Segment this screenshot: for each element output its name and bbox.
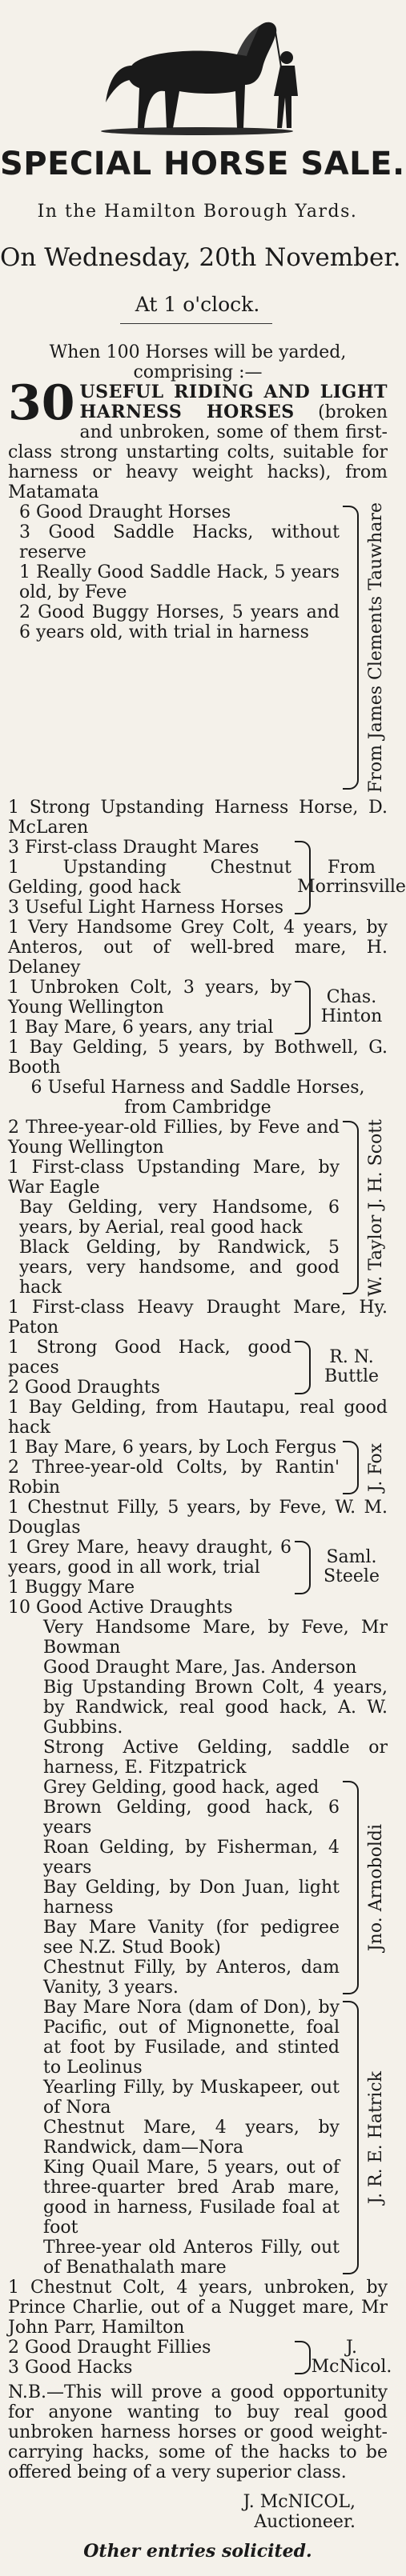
date-line: On Wednesday, 20th November. xyxy=(0,243,401,272)
footer-line: Other entries solicited. xyxy=(83,2540,312,2562)
vendor-name: Morrinsville xyxy=(297,876,406,897)
time-line: At 1 o'clock. xyxy=(135,293,260,316)
group-brace xyxy=(295,981,311,1034)
group-brace xyxy=(343,506,359,790)
list-item: 3 Useful Light Harness Horses xyxy=(8,897,284,918)
vendor-group xyxy=(8,1998,388,2278)
vendor-group xyxy=(8,502,388,793)
divider xyxy=(120,323,272,324)
list-item: 1 Bay Mare, 6 years, by Loch Fergus xyxy=(8,1437,337,1458)
list-item: 2 Three-year-old Colts, by Rantin' Robin xyxy=(8,1457,340,1498)
list-item: Bay Gelding, very Handsome, 6 years, by Aerial, real good hack xyxy=(19,1197,340,1238)
listing-body xyxy=(8,342,406,2562)
list-item: Brown Gelding, good hack, 6 years xyxy=(43,1797,340,1838)
group-brace xyxy=(343,1121,359,1294)
group-brace xyxy=(295,2341,311,2374)
vendor-name: From xyxy=(328,857,376,878)
auctioneer-role: Auctioneer. xyxy=(254,2511,356,2532)
group-brace xyxy=(343,1441,359,1494)
list-item: 6 Good Draught Horses xyxy=(19,502,231,522)
list-item: 1 Bay Gelding, from Hautapu, real good hack xyxy=(8,1397,388,1438)
lead-text: (broken and unbroken, some of them first-class strong unstarting colts, suitable for harness or heavy weight hacks), from Matamata xyxy=(8,402,388,502)
list-item: Chestnut Filly, by Anteros, dam Vanity, 3 years. xyxy=(43,1957,340,1998)
vendor-name: J. R. E. Hatrick xyxy=(365,2070,386,2204)
vendor-group xyxy=(8,1338,388,1398)
list-item: Bay Mare Nora (dam of Don), by Pacific, out of Mignonette, foal at foot by Fusilade, and stinted to Leolinus xyxy=(43,1997,340,2078)
list-item: 2 Three-year-old Fillies, by Feve and Young Wellington xyxy=(8,1117,340,1158)
vendor-name: Chas. xyxy=(326,987,377,1008)
vendor-name: McNicol. xyxy=(311,2356,392,2377)
list-item: 10 Good Active Draughts xyxy=(8,1597,233,1618)
vendor-group xyxy=(8,1118,388,1298)
list-item: Very Handsome Mare, by Feve, Mr Bowman xyxy=(43,1617,388,1658)
list-item: 1 Very Handsome Grey Colt, 4 years, by Anteros, out of well-bred mare, H. Delaney xyxy=(8,917,388,978)
list-item: 1 Bay Mare, 6 years, any trial xyxy=(8,1017,274,1038)
vendor-name: W. Taylor J. H. Scott xyxy=(365,1118,386,1297)
list-item: Bay Gelding, by Don Juan, light harness xyxy=(43,1877,340,1918)
vendor-name: J. Fox xyxy=(365,1443,386,1492)
vendor-name: Jno. Arnoboldi xyxy=(365,1823,386,1952)
vendor-group xyxy=(8,1438,388,1498)
list-item: 1 Grey Mare, heavy draught, 6 years, good in all work, trial xyxy=(8,1537,291,1578)
vendor-name: From James Clements Tauwhare xyxy=(365,502,386,793)
list-item: Good Draught Mare, Jas. Anderson xyxy=(43,1657,357,1678)
list-item: 1 Strong Good Hack, good paces xyxy=(8,1337,291,1378)
list-item: Black Gelding, by Randwick, 5 years, very handsome, and good hack xyxy=(19,1237,340,1298)
vendor-group xyxy=(8,978,388,1038)
list-item: 1 Upstanding Chestnut Gelding, good hack xyxy=(8,857,291,898)
list-item: 3 Good Saddle Hacks, without reserve xyxy=(19,522,340,562)
horse-and-groom-icon xyxy=(77,8,317,136)
list-item: Three-year old Anteros Filly, out of Benathalath mare xyxy=(43,2237,340,2278)
list-item: Roan Gelding, by Fisherman, 4 years xyxy=(43,1837,340,1878)
list-item: 1 Chestnut Filly, 5 years, by Feve, W. M. Douglas xyxy=(8,1497,388,1538)
list-item: Chestnut Mare, 4 years, by Randwick, dam—Nora xyxy=(43,2117,340,2158)
list-item: 3 First-class Draught Mares xyxy=(8,837,259,858)
list-item: 1 Unbroken Colt, 3 years, by Young Wellington xyxy=(8,977,291,1018)
vendor-group xyxy=(8,1778,388,1998)
list-item: 1 Strong Upstanding Harness Horse, D. McLaren xyxy=(8,797,388,838)
list-item: Bay Mare Vanity (for pedigree see N.Z. Stud Book) xyxy=(43,1917,340,1958)
list-item: 1 First-class Upstanding Mare, by War Eagle xyxy=(8,1157,340,1198)
list-item: Big Upstanding Brown Colt, 4 years, by Randwick, real good hack, A. W. Gubbins. xyxy=(43,1677,388,1738)
vendor-group xyxy=(8,2337,392,2378)
list-item: King Quail Mare, 5 years, out of three-quarter bred Arab mare, good in harness, Fusilade foal at foot xyxy=(43,2157,340,2238)
list-item: Yearling Filly, by Muskapeer, out of Nora xyxy=(43,2077,340,2118)
group-brace xyxy=(295,1341,311,1394)
vendor-group xyxy=(8,837,406,918)
intro-text: When 100 Horses will be yarded, comprising :— xyxy=(49,342,347,382)
list-item: 1 First-class Heavy Draught Mare, Hy. Paton xyxy=(8,1297,388,1338)
list-item: 1 Really Good Saddle Hack, 5 years old, by Feve xyxy=(19,562,340,602)
closing-note: N.B.—This will prove a good opportunity for anyone wanting to buy real good unbroken harness horses or good weight-carrying hacks, some of the hacks to be offered being of a very superior class. xyxy=(8,2382,388,2482)
vendor-name: Hinton xyxy=(320,1006,383,1027)
lead-heading: USEFUL RIDING AND LIGHT HARNESS HORSES xyxy=(79,382,388,422)
group-brace xyxy=(295,1541,311,1594)
lead-number: 30 xyxy=(8,375,75,431)
group-brace xyxy=(343,1781,359,1994)
vendor-name: Saml. xyxy=(326,1547,377,1568)
ad-title: SPECIAL HORSE SALE. xyxy=(0,146,405,182)
list-item: 1 Bay Gelding, 5 years, by Bothwell, G. Booth xyxy=(8,1037,388,1078)
venue-line: In the Hamilton Borough Yards. xyxy=(37,202,358,222)
list-item: 2 Good Buggy Horses, 5 years and 6 years old, with trial in harness xyxy=(19,602,340,642)
list-item: 1 Buggy Mare xyxy=(8,1577,135,1598)
list-item: 2 Good Draught Fillies xyxy=(8,2337,211,2358)
vendor-name: Buttle xyxy=(324,1366,380,1387)
auctioneer-name: J. McNICOL, xyxy=(243,2491,356,2512)
list-item: 6 Useful Harness and Saddle Horses, from Cambridge xyxy=(30,1077,365,1118)
group-brace xyxy=(343,2001,359,2274)
lead-entry xyxy=(8,375,388,502)
vendor-name: R. N. xyxy=(329,1347,374,1368)
list-item: Grey Gelding, good hack, aged xyxy=(43,1777,320,1798)
vendor-name: J. xyxy=(345,2337,358,2358)
vendor-name: Steele xyxy=(323,1566,380,1587)
list-item: 3 Good Hacks xyxy=(8,2357,133,2378)
list-item: 2 Good Draughts xyxy=(8,1377,160,1398)
vendor-group xyxy=(8,1538,388,1598)
list-item: Strong Active Gelding, saddle or harness, E. Fitzpatrick xyxy=(43,1737,388,1778)
list-item: 1 Chestnut Colt, 4 years, unbroken, by Prince Charlie, out of a Nugget mare, Mr John Parr, Hamilton xyxy=(8,2277,388,2338)
